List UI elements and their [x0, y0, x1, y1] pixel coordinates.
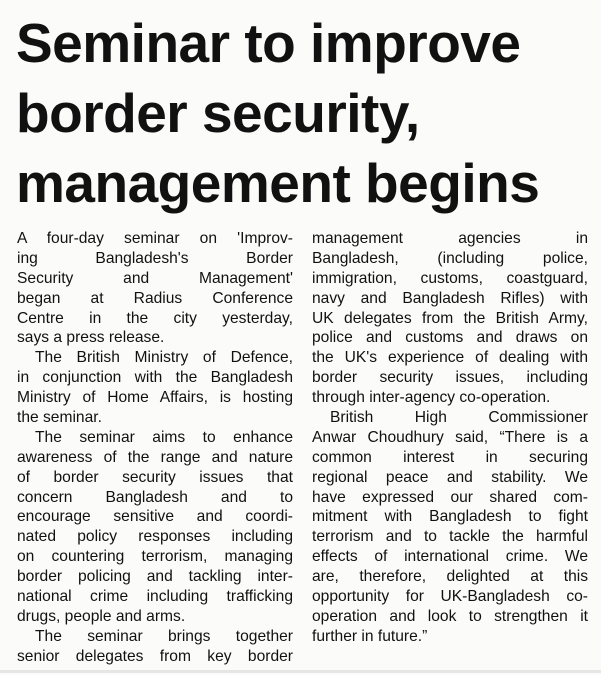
article-text-line: navy and Bangladesh Rifles) with — [312, 289, 588, 307]
article-text-line: A four-day seminar on 'Improv- — [17, 230, 293, 247]
article-text-line: regional peace and stability. We — [312, 468, 588, 486]
article-text-line: concern Bangladesh and to — [17, 488, 293, 506]
article-text-line: national crime including trafficking — [17, 588, 293, 606]
article-text-line: opportunity for UK-Bangladesh co- — [312, 588, 588, 606]
article-text-line: began at Radius Conference — [17, 289, 293, 307]
article-text-line: border policing and tackling inter- — [17, 568, 293, 586]
headline — [16, 8, 586, 218]
article-text-line: Bangladesh, (including police, — [312, 249, 588, 267]
article-text-line: The seminar aims to enhance — [35, 428, 293, 446]
article-column-right — [312, 229, 588, 647]
article-text-line: UK delegates from the British Army, — [312, 309, 588, 327]
article-column-left — [17, 229, 293, 667]
article-text-line: The British Ministry of Defence, — [35, 349, 293, 367]
headline-line-1: Seminar to improve — [16, 12, 521, 74]
article-text-line: of border security issues that — [17, 468, 293, 486]
article-text-line: British High Commissioner — [330, 409, 588, 427]
article-text-line: Security and Management' — [17, 269, 293, 287]
article-text-line: operation and look to strengthen it — [312, 607, 588, 625]
article-text-line: through inter-agency co-operation. — [312, 389, 551, 407]
article-text-line: Ministry of Home Affairs, is hosting — [17, 389, 293, 407]
article-text-line: says a press release. — [17, 329, 165, 347]
article-text-line: nated policy responses including — [17, 528, 293, 546]
article-text-line: the seminar. — [17, 409, 102, 427]
article-text-line: on countering terrorism, managing — [17, 548, 293, 566]
article-text-line: border security issues, including — [312, 369, 588, 387]
article-text-line: effects of international crime. We — [312, 548, 588, 566]
article-text-line: are, therefore, delighted at this — [312, 568, 588, 586]
article-text-line: awareness of the range and nature — [17, 448, 293, 466]
article-text-line: Anwar Choudhury said, “There is a — [312, 428, 588, 446]
headline-line-3: management begins — [16, 152, 540, 214]
article-text-line: senior delegates from key border — [17, 647, 293, 665]
article-text-line: police and customs and draws on — [312, 329, 588, 347]
article-text-line: management agencies in — [312, 230, 588, 247]
article-text-line: immigration, customs, coastguard, — [312, 269, 588, 287]
article-text-line: ing Bangladesh's Border — [17, 249, 293, 267]
article-text-line: Centre in the city yesterday, — [17, 309, 293, 327]
headline-line-2: border security, — [16, 82, 420, 144]
article-text-line: drugs, people and arms. — [17, 607, 186, 625]
article-text-line: The seminar brings together — [35, 627, 293, 645]
article-text-line: further in future.” — [312, 627, 428, 645]
article-text-line: terrorism and to tackle the harmful — [312, 528, 588, 546]
article-text-line: common interest in securing — [312, 448, 588, 466]
bottom-divider — [0, 670, 601, 673]
article-text-line: mitment with Bangladesh to fight — [312, 508, 588, 526]
article-text-line: have expressed our shared com- — [312, 488, 588, 506]
article-text-line: in conjunction with the Bangladesh — [17, 369, 293, 387]
article-text-line: encourage sensitive and coordi- — [17, 508, 293, 526]
article-text-line: the UK's experience of dealing with — [312, 349, 588, 367]
